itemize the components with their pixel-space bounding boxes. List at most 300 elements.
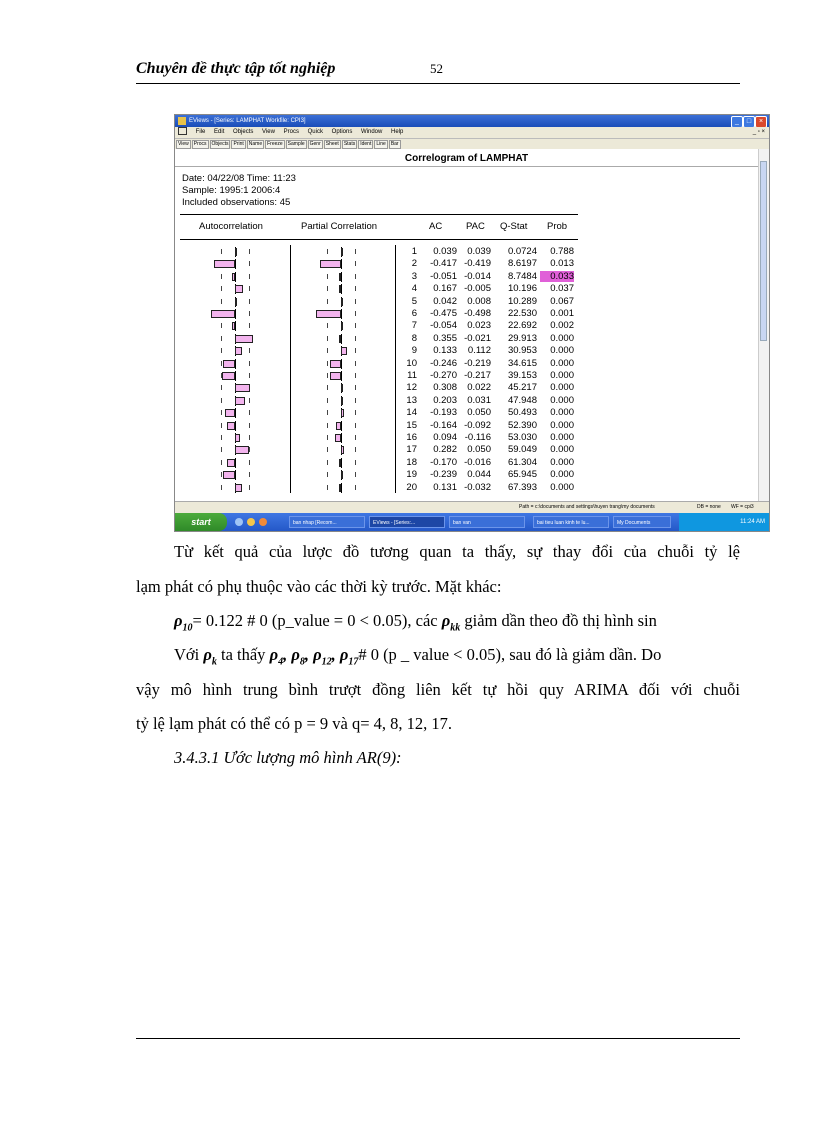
column-separator-1 — [290, 245, 291, 493]
pac-bar-lag-3 — [339, 273, 341, 281]
lag-cell: 12 — [406, 382, 417, 394]
task-eviews[interactable]: EViews - [Series:... — [369, 516, 445, 528]
qstat-cell: 50.493 — [507, 407, 537, 419]
tray-clock: 11:24 AM — [740, 519, 765, 525]
pac-cell: 0.039 — [467, 246, 491, 257]
prob-cell: 0.000 — [550, 357, 574, 369]
zero-axis-mark — [235, 259, 236, 269]
windows-taskbar — [175, 513, 769, 531]
pac-cell: 0.022 — [467, 382, 491, 394]
zero-axis-mark — [235, 321, 236, 331]
qstat-cell: 10.196 — [507, 283, 537, 295]
lag-cell: 6 — [411, 308, 417, 319]
pac-bar-lag-6 — [316, 310, 341, 318]
ac-cell: 0.133 — [433, 345, 457, 357]
confidence-bound-mark — [249, 261, 250, 266]
confidence-bound-mark — [327, 249, 328, 254]
confidence-bound-mark — [355, 435, 356, 440]
confidence-bound-mark — [355, 361, 356, 366]
menu-objects[interactable]: Objects — [233, 129, 254, 135]
pac-bar-lag-2 — [320, 260, 341, 268]
confidence-bound-mark — [221, 385, 222, 390]
prob-cell: 0.037 — [550, 283, 574, 295]
ac-bar-lag-17 — [235, 446, 249, 454]
vertical-scrollbar[interactable] — [758, 149, 769, 501]
rho-k-line: Với $\rho_k$ ta thấy $\rho_4$, $\rho_8$, $\rho_{12}$, $\rho_{17}\#$ 0 (p _ value < 0.05), sau đó là giảm dần. Do — [174, 645, 662, 668]
prob-cell: 0.001 — [550, 308, 574, 319]
confidence-bound-mark — [355, 274, 356, 279]
zero-axis-mark — [235, 421, 236, 431]
menu-file[interactable]: File — [195, 129, 206, 135]
system-tray — [679, 513, 769, 531]
prob-cell: 0.000 — [550, 419, 574, 431]
ac-bar-lag-6 — [211, 310, 235, 318]
confidence-bound-mark — [221, 348, 222, 353]
confidence-bound-mark — [327, 472, 328, 477]
confidence-bound-mark — [221, 447, 222, 452]
prob-cell: 0.000 — [550, 432, 574, 443]
confidence-bound-mark — [327, 373, 328, 378]
confidence-bound-mark — [221, 336, 222, 341]
pac-cell: -0.021 — [464, 332, 491, 344]
ac-cell: -0.193 — [430, 407, 457, 419]
ac-cell: -0.246 — [430, 357, 457, 369]
qstat-cell: 10.289 — [507, 295, 537, 307]
date-line: Date: 04/22/08 Time: 11:23 — [182, 173, 296, 184]
lag-cell: 16 — [406, 432, 417, 443]
prob-cell: 0.000 — [550, 481, 574, 493]
footer-rule — [136, 1038, 740, 1039]
prob-cell: 0.000 — [550, 345, 574, 357]
ac-bar-lag-13 — [235, 397, 245, 405]
confidence-bound-mark — [355, 447, 356, 452]
pac-cell: 0.050 — [467, 407, 491, 419]
confidence-bound-mark — [355, 311, 356, 316]
ac-cell: 0.039 — [433, 246, 457, 257]
menu-help[interactable]: Help — [391, 129, 404, 135]
confidence-bound-mark — [355, 460, 356, 465]
pac-bar-lag-14 — [341, 409, 344, 417]
qstat-cell: 47.948 — [507, 394, 537, 406]
menu-window[interactable]: Window — [361, 129, 383, 135]
task-ban-nhap[interactable]: ban nhap [Recom... — [289, 516, 365, 528]
status-wf: WF = cpi3 — [731, 504, 754, 510]
lag-cell: 18 — [406, 456, 417, 468]
zero-axis-mark — [341, 371, 342, 381]
toolbar-stats-button[interactable]: Stats — [343, 141, 356, 147]
lag-cell: 5 — [411, 295, 417, 307]
confidence-bound-mark — [355, 472, 356, 477]
qstat-cell: 34.615 — [507, 357, 537, 369]
autocorrelation-header: Autocorrelation — [199, 221, 263, 232]
lag-cell: 11 — [407, 370, 417, 381]
confidence-bound-mark — [327, 361, 328, 366]
rho-k-symbol: $\rho_k$ — [203, 645, 217, 668]
ac-bar-lag-9 — [235, 347, 242, 355]
toolbar-procs-button[interactable]: Procs — [193, 141, 207, 147]
ac-bar-lag-15 — [227, 422, 235, 430]
confidence-bound-mark — [221, 249, 222, 254]
scrollbar-thumb[interactable] — [760, 161, 767, 341]
pac-bar-lag-5 — [341, 298, 343, 306]
toolbar-view-button[interactable]: View — [178, 141, 189, 147]
close-button[interactable]: × — [755, 116, 767, 128]
header-rule — [136, 83, 740, 84]
qstat-cell: 61.304 — [507, 456, 537, 468]
ac-bar-lag-2 — [214, 260, 235, 268]
menu-quick[interactable]: Quick — [307, 129, 323, 135]
pac-cell: 0.008 — [467, 295, 491, 307]
pac-bar-lag-8 — [339, 335, 341, 343]
confidence-bound-mark — [249, 286, 250, 291]
pac-header: PAC — [466, 221, 485, 232]
confidence-bound-mark — [327, 286, 328, 291]
qstat-cell: 39.153 — [507, 370, 537, 381]
section-heading: 3.4.3.1 Ước lượng mô hình AR(9): — [174, 748, 402, 767]
confidence-bound-mark — [327, 336, 328, 341]
prob-cell: 0.000 — [550, 444, 574, 456]
window-titlebar — [175, 115, 769, 127]
task-my-documents[interactable]: My Documents — [613, 516, 671, 528]
correlogram-view — [175, 149, 758, 501]
pac-bar-lag-7 — [341, 322, 343, 330]
confidence-bound-mark — [327, 410, 328, 415]
menu-options[interactable]: Options — [331, 129, 353, 135]
pac-bar-lag-15 — [336, 422, 341, 430]
ac-bar-lag-18 — [227, 459, 236, 467]
maximize-button[interactable]: □ — [743, 116, 755, 128]
zero-axis-mark — [341, 483, 342, 493]
zero-axis-mark — [341, 272, 342, 282]
confidence-bound-mark — [355, 410, 356, 415]
confidence-bound-mark — [249, 249, 250, 254]
ac-cell: 0.308 — [433, 382, 457, 394]
correlogram-title: Correlogram of LAMPHAT — [404, 153, 529, 164]
start-button[interactable]: start — [175, 513, 227, 531]
pac-cell: 0.050 — [467, 444, 491, 456]
confidence-bound-mark — [221, 460, 222, 465]
ac-cell: -0.417 — [430, 258, 457, 270]
mdi-controls[interactable]: _ ▫ × — [752, 129, 765, 135]
prob-cell: 0.000 — [550, 456, 574, 468]
lag-cell: 13 — [406, 394, 417, 406]
ac-bar-lag-19 — [223, 471, 235, 479]
confidence-bound-mark — [249, 410, 250, 415]
zero-axis-mark — [341, 433, 342, 443]
ac-cell: -0.475 — [430, 308, 457, 319]
pac-bar-lag-18 — [339, 459, 341, 467]
confidence-bound-mark — [249, 398, 250, 403]
pac-bar-lag-16 — [335, 434, 341, 442]
confidence-bound-mark — [355, 373, 356, 378]
qstat-cell: 29.913 — [507, 332, 537, 344]
qstat-cell: 53.030 — [507, 432, 537, 443]
prob-cell: 0.000 — [550, 370, 574, 381]
confidence-bound-mark — [221, 435, 222, 440]
zero-axis-mark — [341, 334, 342, 344]
lag-cell: 15 — [406, 419, 417, 431]
pac-bar-lag-13 — [341, 397, 343, 405]
ac-bar-lag-4 — [235, 285, 243, 293]
zero-axis-mark — [341, 359, 342, 369]
ac-cell: -0.170 — [430, 456, 457, 468]
pac-bar-lag-17 — [341, 446, 344, 454]
confidence-bound-mark — [249, 447, 250, 452]
zero-axis-mark — [341, 309, 342, 319]
confidence-bound-mark — [249, 311, 250, 316]
confidence-bound-mark — [249, 472, 250, 477]
pac-bar-lag-19 — [341, 471, 343, 479]
prob-header: Prob — [547, 221, 568, 232]
pac-cell: -0.032 — [464, 481, 491, 493]
lag-cell: 2 — [411, 258, 417, 270]
qstat-cell: 67.393 — [507, 481, 537, 493]
pac-bar-lag-11 — [330, 372, 341, 380]
confidence-bound-mark — [221, 485, 222, 490]
lag-cell: 10 — [406, 357, 417, 369]
zero-axis-mark — [341, 421, 342, 431]
confidence-bound-mark — [327, 385, 328, 390]
zero-axis-mark — [235, 458, 236, 468]
confidence-bound-mark — [327, 460, 328, 465]
toolbar-freeze-button[interactable]: Freeze — [267, 141, 283, 147]
pac-bar-lag-9 — [341, 347, 347, 355]
ac-cell: 0.355 — [433, 332, 457, 344]
toolbar-sample-button[interactable]: Sample — [287, 141, 305, 147]
confidence-bound-mark — [221, 410, 222, 415]
toolbar-bar-button[interactable]: Bar — [390, 141, 399, 147]
lag-cell: 8 — [411, 332, 417, 344]
ac-cell: -0.054 — [430, 320, 457, 332]
pac-bar-lag-1 — [341, 248, 343, 256]
confidence-bound-mark — [355, 261, 356, 266]
rho10-line: $\rho_{10}= 0.122$ # 0 (p_value = 0 < 0.05), các $\rho_{kk}$ giảm dần theo đồ thị hình sin — [174, 611, 657, 634]
zero-axis-mark — [235, 359, 236, 369]
confidence-bound-mark — [221, 323, 222, 328]
confidence-bound-mark — [249, 323, 250, 328]
zero-axis-mark — [235, 470, 236, 480]
prob-cell: 0.000 — [550, 332, 574, 344]
confidence-bound-mark — [327, 398, 328, 403]
pac-cell: -0.116 — [464, 432, 491, 443]
menu-edit[interactable]: Edit — [214, 129, 225, 135]
ac-cell: -0.239 — [430, 469, 457, 481]
task-ban-van[interactable]: ban van — [449, 516, 525, 528]
qstat-header: Q-Stat — [500, 221, 528, 232]
rho-lags-symbols: $\rho_4$, $\rho_8$, $\rho_{12}$, $\rho_{17}$ — [269, 645, 359, 668]
qstat-cell: 45.217 — [507, 382, 537, 394]
qstat-cell: 8.6197 — [507, 258, 537, 270]
lag-cell: 3 — [411, 270, 417, 282]
confidence-bound-mark — [221, 472, 222, 477]
prob-cell: 0.000 — [550, 382, 574, 394]
confidence-bound-mark — [355, 336, 356, 341]
pac-cell: -0.092 — [464, 419, 491, 431]
confidence-bound-mark — [355, 249, 356, 254]
menu-view[interactable]: View — [262, 129, 275, 135]
qstat-cell: 0.0724 — [507, 246, 537, 257]
ac-bar-lag-8 — [235, 335, 253, 343]
lag-cell: 20 — [406, 481, 417, 493]
prob-cell: 0.000 — [550, 394, 574, 406]
column-separator-2 — [395, 245, 396, 493]
prob-cell: 0.033 — [540, 271, 574, 282]
rho-kk-symbol: $\rho_{kk}$ — [441, 611, 461, 634]
confidence-bound-mark — [221, 423, 222, 428]
ie-icon[interactable] — [235, 518, 243, 526]
confidence-bound-mark — [355, 299, 356, 304]
observations-line: Included observations: 45 — [182, 197, 291, 208]
toolbar-genr-button[interactable]: Genr — [309, 141, 321, 147]
pac-cell: -0.498 — [464, 308, 491, 319]
confidence-bound-mark — [221, 274, 222, 279]
confidence-bound-mark — [355, 323, 356, 328]
ac-bar-lag-20 — [235, 484, 242, 492]
confidence-bound-mark — [355, 485, 356, 490]
menu-procs[interactable]: Procs — [283, 129, 299, 135]
pac-cell: 0.031 — [467, 394, 491, 406]
qstat-cell: 30.953 — [507, 345, 537, 357]
pac-cell: -0.016 — [464, 456, 491, 468]
confidence-bound-mark — [355, 423, 356, 428]
table-header-rule — [180, 239, 578, 240]
confidence-bound-mark — [249, 348, 250, 353]
confidence-bound-mark — [327, 274, 328, 279]
confidence-bound-mark — [327, 435, 328, 440]
ac-cell: -0.051 — [430, 270, 457, 282]
prob-cell: 0.067 — [550, 295, 574, 307]
pac-cell: -0.419 — [464, 258, 491, 270]
confidence-bound-mark — [327, 348, 328, 353]
confidence-bound-mark — [221, 398, 222, 403]
ac-bar-lag-1 — [235, 248, 237, 256]
minimize-button[interactable]: _ — [731, 116, 743, 128]
status-path: Path = c:\documents and settings\huyen trang\my documents — [519, 504, 655, 510]
lag-cell: 19 — [406, 469, 417, 481]
series-toolbar — [175, 138, 769, 149]
ac-bar-lag-16 — [235, 434, 240, 442]
confidence-bound-mark — [221, 286, 222, 291]
qstat-cell: 22.530 — [507, 308, 537, 319]
confidence-bound-mark — [221, 299, 222, 304]
ac-bar-lag-11 — [222, 372, 236, 380]
menu-bar — [175, 127, 769, 138]
lag-cell: 14 — [406, 407, 417, 419]
ac-cell: 0.167 — [433, 283, 457, 295]
ac-cell: 0.203 — [433, 394, 457, 406]
sample-line: Sample: 1995:1 2006:4 — [182, 185, 281, 196]
confidence-bound-mark — [249, 373, 250, 378]
status-bar — [175, 501, 769, 513]
partial-correlation-header: Partial Correlation — [301, 221, 378, 232]
document-header-title: Chuyên đề thực tập tốt nghiệp — [136, 60, 336, 77]
ac-cell: 0.042 — [433, 295, 457, 307]
confidence-bound-mark — [327, 485, 328, 490]
confidence-bound-mark — [249, 460, 250, 465]
prob-cell: 0.788 — [550, 246, 574, 257]
pac-bar-lag-12 — [341, 384, 343, 392]
paragraph-2-line-2: tỷ lệ lạm phát có thể có p = 9 và q= 4, 8, 12, 17. — [136, 714, 453, 733]
confidence-bound-mark — [249, 361, 250, 366]
task-bai-tieu-luan[interactable]: bai tieu luan kinh te lu... — [533, 516, 609, 528]
rho-symbol: $\rho_{10}$ — [174, 611, 193, 634]
pac-cell: 0.023 — [467, 320, 491, 332]
pac-bar-lag-4 — [339, 285, 341, 293]
ac-bar-lag-10 — [223, 360, 235, 368]
table-top-rule — [180, 214, 578, 215]
toolbar-print-button[interactable]: Print — [233, 141, 244, 147]
eviews-screenshot — [174, 114, 770, 532]
lag-cell: 7 — [411, 320, 417, 332]
zero-axis-mark — [235, 309, 236, 319]
confidence-bound-mark — [249, 435, 250, 440]
qstat-cell: 52.390 — [507, 419, 537, 431]
prob-cell: 0.000 — [550, 469, 574, 481]
toolbar-line-button[interactable]: Line — [376, 141, 386, 147]
zero-axis-mark — [341, 458, 342, 468]
confidence-bound-mark — [249, 299, 250, 304]
ac-cell: 0.131 — [433, 481, 457, 493]
page-number: 52 — [430, 61, 443, 76]
prob-cell: 0.013 — [550, 258, 574, 270]
pac-cell: -0.219 — [464, 357, 491, 369]
pac-bar-lag-20 — [339, 484, 341, 492]
eviews-app-icon — [178, 117, 186, 125]
ac-bar-lag-3 — [232, 273, 235, 281]
confidence-bound-mark — [327, 323, 328, 328]
ac-bar-lag-14 — [225, 409, 235, 417]
prob-cell: 0.000 — [550, 407, 574, 419]
toolbar-name-button[interactable]: Name — [248, 141, 263, 147]
ac-cell: -0.164 — [430, 419, 457, 431]
paragraph-1-line-2: lạm phát có phụ thuộc vào các thời kỳ trước. Mặt khác: — [136, 577, 502, 596]
qstat-cell: 22.692 — [507, 320, 537, 332]
ac-cell: -0.270 — [430, 370, 457, 381]
zero-axis-mark — [235, 408, 236, 418]
pac-cell: 0.112 — [467, 345, 491, 357]
zero-axis-mark — [235, 272, 236, 282]
zero-axis-mark — [235, 371, 236, 381]
qstat-cell: 59.049 — [507, 444, 537, 456]
paragraph-1-line-1: Từ kết quả của lược đồ tương quan ta thấy, sự thay đổi của chuỗi tỷ lệ — [174, 542, 740, 561]
prob-cell: 0.002 — [550, 320, 574, 332]
zero-axis-mark — [341, 284, 342, 294]
confidence-bound-mark — [355, 286, 356, 291]
toolbar-sheet-button[interactable]: Sheet — [325, 141, 339, 147]
ac-bar-lag-7 — [232, 322, 235, 330]
firefox-icon[interactable] — [259, 518, 267, 526]
qstat-cell: 65.945 — [507, 469, 537, 481]
pac-cell: -0.014 — [464, 270, 491, 282]
confidence-bound-mark — [249, 274, 250, 279]
lag-cell: 9 — [411, 345, 417, 357]
confidence-bound-mark — [355, 385, 356, 390]
lag-cell: 4 — [411, 283, 417, 295]
document-icon — [178, 127, 187, 135]
lag-cell: 1 — [411, 246, 417, 257]
window-title: EViews - [Series: LAMPHAT Workfile: CPI3] — [189, 118, 306, 124]
toolbar-ident-button[interactable]: Ident — [360, 141, 372, 147]
ac-bar-lag-12 — [235, 384, 250, 392]
confidence-bound-mark — [355, 348, 356, 353]
status-db: DB = none — [697, 504, 721, 510]
zero-axis-mark — [341, 259, 342, 269]
media-icon[interactable] — [247, 518, 255, 526]
toolbar-objects-button[interactable]: Objects — [211, 141, 229, 147]
ac-cell: 0.094 — [433, 432, 457, 443]
paragraph-2-line-1: vậy mô hình trung bình trượt đồng liên kết tự hồi quy ARIMA đối với chuỗi — [136, 680, 740, 699]
qstat-cell: 8.7484 — [507, 270, 537, 282]
